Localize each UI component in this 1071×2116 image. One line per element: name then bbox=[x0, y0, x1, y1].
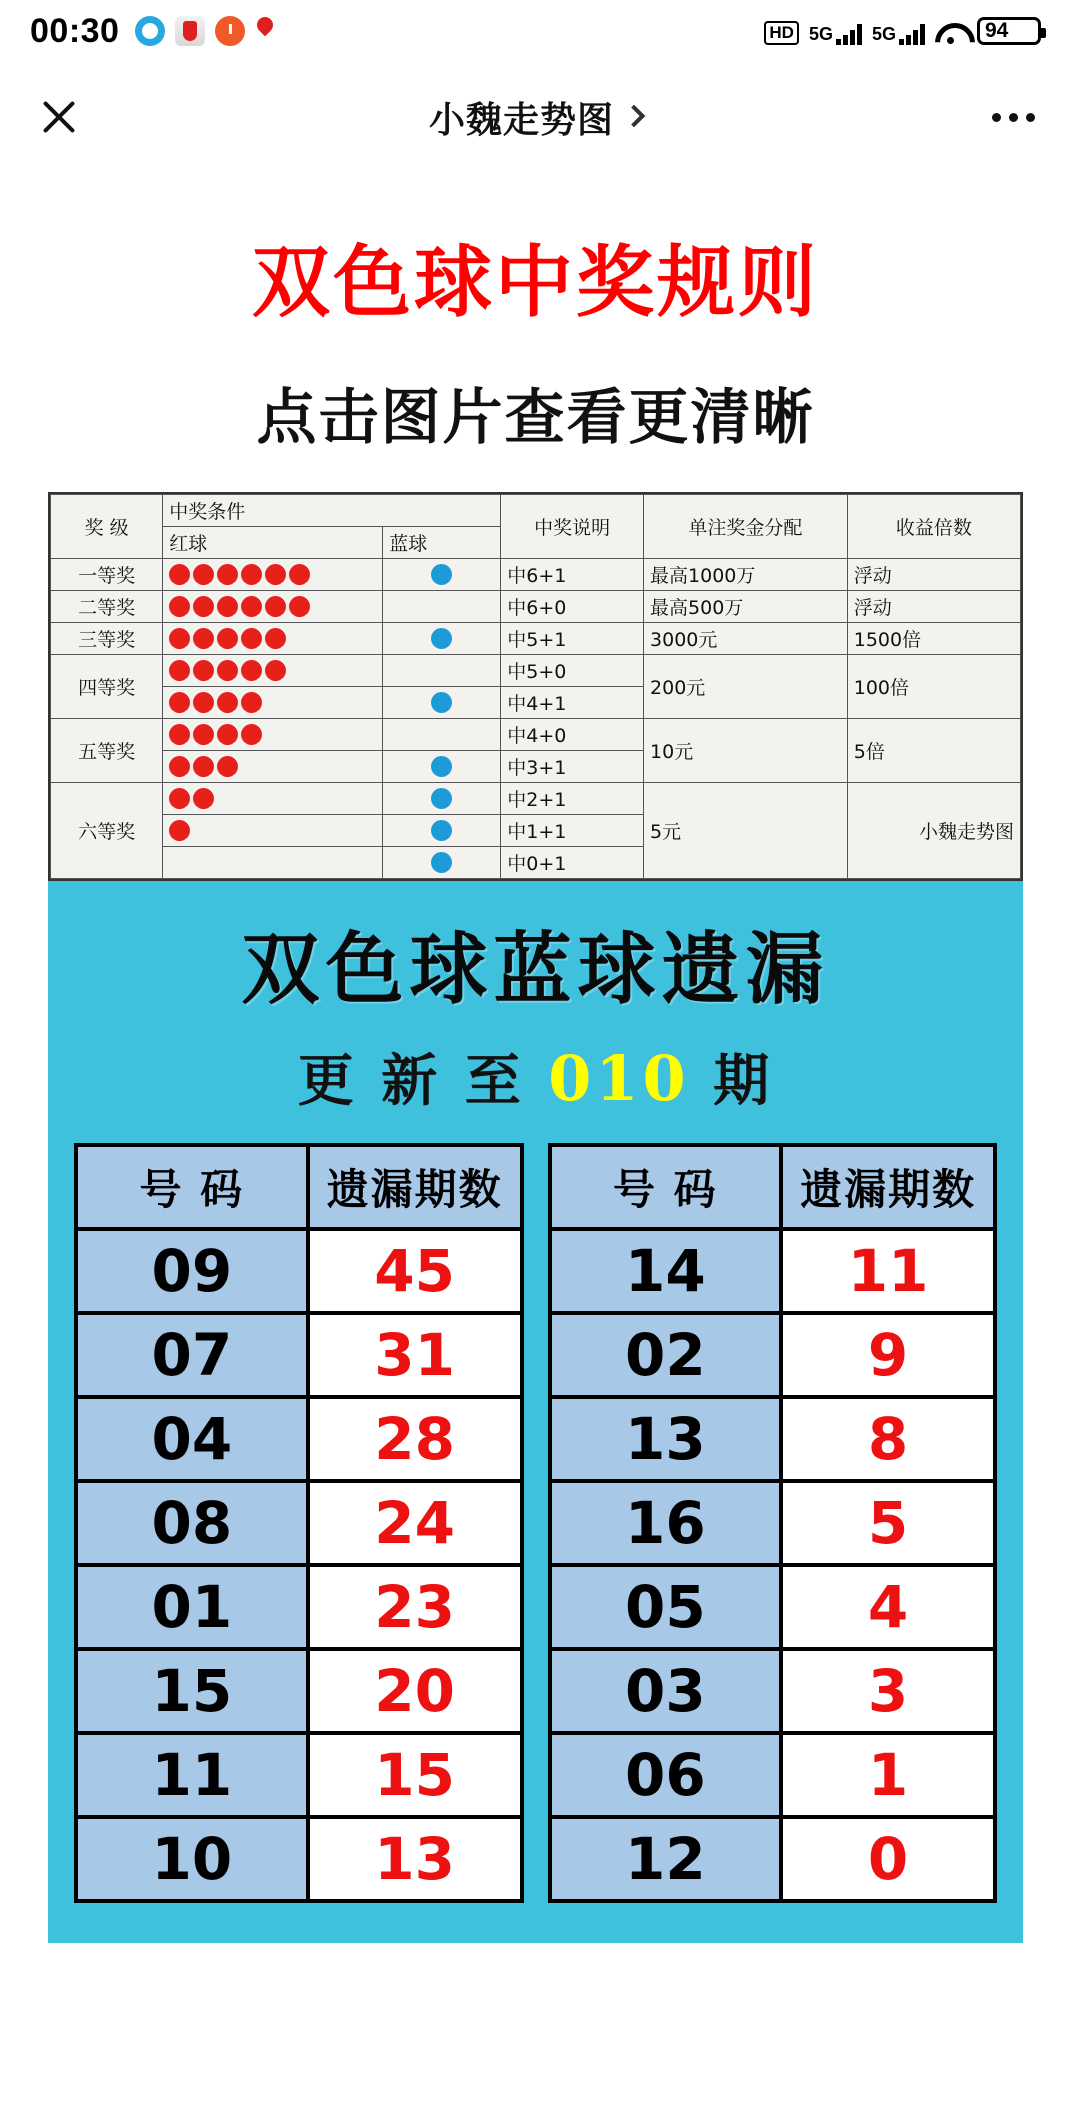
cell-number: 07 bbox=[76, 1313, 308, 1397]
row-desc: 中6+1 bbox=[501, 559, 644, 591]
cell-miss: 23 bbox=[308, 1565, 522, 1649]
cell-number: 10 bbox=[76, 1817, 308, 1901]
miss-tables-row bbox=[48, 1143, 1023, 1903]
row-desc: 中6+0 bbox=[501, 591, 644, 623]
blue-ball-miss-poster[interactable] bbox=[48, 881, 1023, 1943]
row-multiple: 1500倍 bbox=[847, 623, 1020, 655]
cell-miss: 20 bbox=[308, 1649, 522, 1733]
row-level: 六等奖 bbox=[51, 783, 163, 879]
table-header-row bbox=[76, 1145, 522, 1229]
cell-number: 14 bbox=[550, 1229, 782, 1313]
row-prize: 5元 bbox=[644, 783, 848, 879]
header-desc: 中奖说明 bbox=[501, 495, 644, 559]
cell-number: 08 bbox=[76, 1481, 308, 1565]
miss-table-left bbox=[74, 1143, 524, 1903]
location-pin-icon bbox=[255, 16, 275, 46]
row-red-balls bbox=[163, 687, 383, 719]
row-level: 二等奖 bbox=[51, 591, 163, 623]
status-bar bbox=[0, 0, 1071, 62]
table-row bbox=[550, 1397, 996, 1481]
table-row bbox=[550, 1481, 996, 1565]
row-red-balls bbox=[163, 719, 383, 751]
status-left-icons bbox=[135, 16, 275, 46]
more-options-icon[interactable] bbox=[992, 113, 1035, 122]
row-red-balls bbox=[163, 559, 383, 591]
prize-rules-image[interactable] bbox=[48, 492, 1023, 881]
cell-number: 16 bbox=[550, 1481, 782, 1565]
table-row bbox=[76, 1817, 522, 1901]
header-multiple: 收益倍数 bbox=[847, 495, 1020, 559]
row-prize: 最高500万 bbox=[644, 591, 848, 623]
header-level: 奖 级 bbox=[51, 495, 163, 559]
table-row bbox=[76, 1481, 522, 1565]
nav-title-group bbox=[0, 62, 1071, 172]
battery-indicator bbox=[977, 17, 1041, 45]
header-number: 号 码 bbox=[76, 1145, 308, 1229]
row-multiple: 100倍 bbox=[847, 655, 1020, 719]
cell-miss: 28 bbox=[308, 1397, 522, 1481]
header-prize: 单注奖金分配 bbox=[644, 495, 848, 559]
table-row bbox=[76, 1397, 522, 1481]
cell-miss: 5 bbox=[781, 1481, 995, 1565]
row-blue-balls bbox=[383, 559, 501, 591]
table-header-row bbox=[550, 1145, 996, 1229]
row-level: 一等奖 bbox=[51, 559, 163, 591]
cell-miss: 3 bbox=[781, 1649, 995, 1733]
cell-number: 04 bbox=[76, 1397, 308, 1481]
app-icon bbox=[175, 16, 205, 46]
row-blue-balls bbox=[383, 687, 501, 719]
row-red-balls bbox=[163, 623, 383, 655]
cell-number: 12 bbox=[550, 1817, 782, 1901]
row-desc: 中4+0 bbox=[501, 719, 644, 751]
row-prize: 10元 bbox=[644, 719, 848, 783]
row-red-balls bbox=[163, 655, 383, 687]
row-blue-balls bbox=[383, 751, 501, 783]
header-blue: 蓝球 bbox=[383, 527, 501, 559]
clock-icon bbox=[215, 16, 245, 46]
cell-miss: 13 bbox=[308, 1817, 522, 1901]
row-prize: 最高1000万 bbox=[644, 559, 848, 591]
header-miss: 遗漏期数 bbox=[781, 1145, 995, 1229]
cell-number: 05 bbox=[550, 1565, 782, 1649]
row-blue-balls bbox=[383, 847, 501, 879]
cell-number: 13 bbox=[550, 1397, 782, 1481]
row-level: 三等奖 bbox=[51, 623, 163, 655]
table-row bbox=[51, 783, 1021, 815]
cell-number: 11 bbox=[76, 1733, 308, 1817]
table-row bbox=[550, 1733, 996, 1817]
table-row bbox=[550, 1313, 996, 1397]
row-blue-balls bbox=[383, 719, 501, 751]
cell-number: 01 bbox=[76, 1565, 308, 1649]
status-time: 00:30 bbox=[30, 11, 120, 50]
row-red-balls bbox=[163, 751, 383, 783]
row-prize: 3000元 bbox=[644, 623, 848, 655]
table-row bbox=[51, 559, 1021, 591]
row-prize: 200元 bbox=[644, 655, 848, 719]
cell-miss: 4 bbox=[781, 1565, 995, 1649]
row-desc: 中1+1 bbox=[501, 815, 644, 847]
row-blue-balls bbox=[383, 783, 501, 815]
row-level: 五等奖 bbox=[51, 719, 163, 783]
poster-subtitle bbox=[48, 1037, 1023, 1117]
table-row bbox=[76, 1733, 522, 1817]
cell-miss: 0 bbox=[781, 1817, 995, 1901]
poster-sub-prefix: 更 新 至 bbox=[297, 1048, 525, 1114]
table-row bbox=[76, 1313, 522, 1397]
poster-issue-number: 010 bbox=[548, 1042, 690, 1115]
row-red-balls bbox=[163, 591, 383, 623]
hd-icon: HD bbox=[764, 21, 799, 45]
table-row bbox=[51, 655, 1021, 687]
cell-miss: 9 bbox=[781, 1313, 995, 1397]
signal-1 bbox=[809, 23, 862, 45]
row-desc: 中5+0 bbox=[501, 655, 644, 687]
cell-number: 03 bbox=[550, 1649, 782, 1733]
row-desc: 中5+1 bbox=[501, 623, 644, 655]
page-content bbox=[0, 220, 1071, 1943]
status-right-icons bbox=[764, 17, 1041, 45]
row-multiple: 浮动 bbox=[847, 559, 1020, 591]
network-type-label-2: 5G bbox=[871, 24, 896, 44]
battery-level-label: 94 bbox=[985, 19, 1009, 42]
table-row bbox=[76, 1229, 522, 1313]
cell-miss: 24 bbox=[308, 1481, 522, 1565]
cell-miss: 15 bbox=[308, 1733, 522, 1817]
cell-miss: 45 bbox=[308, 1229, 522, 1313]
row-desc: 中3+1 bbox=[501, 751, 644, 783]
row-blue-balls bbox=[383, 591, 501, 623]
table-row bbox=[550, 1649, 996, 1733]
table-row bbox=[76, 1649, 522, 1733]
table-row bbox=[76, 1565, 522, 1649]
row-blue-balls bbox=[383, 815, 501, 847]
browser-icon bbox=[135, 16, 165, 46]
table-row bbox=[550, 1565, 996, 1649]
row-red-balls bbox=[163, 783, 383, 815]
headline-rules: 双色球中奖规则 bbox=[251, 238, 819, 328]
page-title: 小魏走势图 bbox=[428, 98, 614, 140]
header-red: 红球 bbox=[163, 527, 383, 559]
header-number: 号 码 bbox=[550, 1145, 782, 1229]
poster-sub-suffix: 期 bbox=[713, 1048, 774, 1114]
cell-number: 06 bbox=[550, 1733, 782, 1817]
row-desc: 中0+1 bbox=[501, 847, 644, 879]
signal-2 bbox=[872, 23, 925, 45]
row-red-balls bbox=[163, 847, 383, 879]
signal-bars-2 bbox=[899, 23, 925, 45]
row-desc: 中4+1 bbox=[501, 687, 644, 719]
headline-hint: 点击图片查看更清晰 bbox=[256, 383, 815, 453]
row-desc: 中2+1 bbox=[501, 783, 644, 815]
row-multiple: 5倍 bbox=[847, 719, 1020, 783]
cell-number: 02 bbox=[550, 1313, 782, 1397]
cell-miss: 8 bbox=[781, 1397, 995, 1481]
table-header-row bbox=[51, 495, 1021, 527]
wifi-icon bbox=[935, 21, 967, 45]
table-row bbox=[550, 1229, 996, 1313]
table-row bbox=[51, 591, 1021, 623]
row-red-balls bbox=[163, 815, 383, 847]
row-blue-balls bbox=[383, 655, 501, 687]
table-row bbox=[550, 1817, 996, 1901]
network-type-label-1: 5G bbox=[808, 24, 833, 44]
watermark-label: 小魏走势图 bbox=[847, 783, 1020, 879]
miss-table-right bbox=[548, 1143, 998, 1903]
prize-rules-table bbox=[50, 494, 1021, 879]
cell-miss: 31 bbox=[308, 1313, 522, 1397]
navigation-bar bbox=[0, 62, 1071, 172]
cell-miss: 11 bbox=[781, 1229, 995, 1313]
chevron-right-icon bbox=[623, 105, 646, 128]
cell-miss: 1 bbox=[781, 1733, 995, 1817]
signal-bars-1 bbox=[836, 23, 862, 45]
cell-number: 09 bbox=[76, 1229, 308, 1313]
row-multiple: 浮动 bbox=[847, 591, 1020, 623]
close-icon[interactable] bbox=[36, 94, 82, 140]
poster-title: 双色球蓝球遗漏 bbox=[241, 924, 830, 1015]
row-level: 四等奖 bbox=[51, 655, 163, 719]
row-blue-balls bbox=[383, 623, 501, 655]
header-miss: 遗漏期数 bbox=[308, 1145, 522, 1229]
table-row bbox=[51, 623, 1021, 655]
header-condition: 中奖条件 bbox=[163, 495, 501, 527]
table-row bbox=[51, 719, 1021, 751]
cell-number: 15 bbox=[76, 1649, 308, 1733]
